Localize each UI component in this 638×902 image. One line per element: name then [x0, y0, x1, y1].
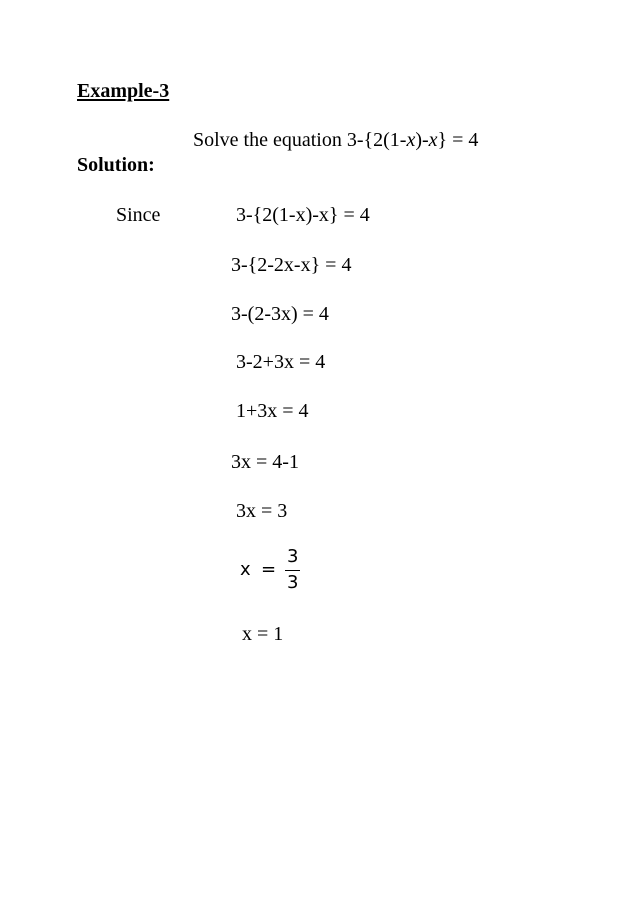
fraction-denominator: 3: [287, 572, 299, 593]
solution-label: Solution:: [77, 154, 155, 176]
final-answer: x = 1: [242, 623, 284, 645]
fraction-lhs: x: [240, 559, 251, 580]
problem-statement: [193, 130, 478, 150]
solution-step: 3x = 4-1: [231, 451, 299, 473]
problem-variable-x: x: [406, 129, 416, 151]
solution-step: 3x = 3: [236, 500, 288, 522]
problem-prefix: Solve the equation 3-{2(1-: [193, 129, 407, 151]
problem-suffix: } = 4: [437, 129, 479, 151]
since-label: Since: [116, 204, 161, 226]
solution-step: 3-(2-3x) = 4: [231, 303, 329, 325]
solution-step: 3-{2-2x-x} = 4: [231, 254, 352, 276]
problem-mid: )-: [415, 129, 429, 151]
solution-step: 1+3x = 4: [236, 400, 309, 422]
solution-step: 3-2+3x = 4: [236, 351, 326, 373]
fraction-numerator: 3: [287, 546, 299, 567]
fraction-step: [240, 548, 310, 596]
problem-variable-x: x: [428, 129, 438, 151]
fraction-equals: =: [261, 559, 277, 580]
solution-step: 3-{2(1-x)-x} = 4: [236, 204, 370, 226]
fraction-bar: [285, 570, 300, 571]
example-title: Example-3: [77, 80, 170, 102]
